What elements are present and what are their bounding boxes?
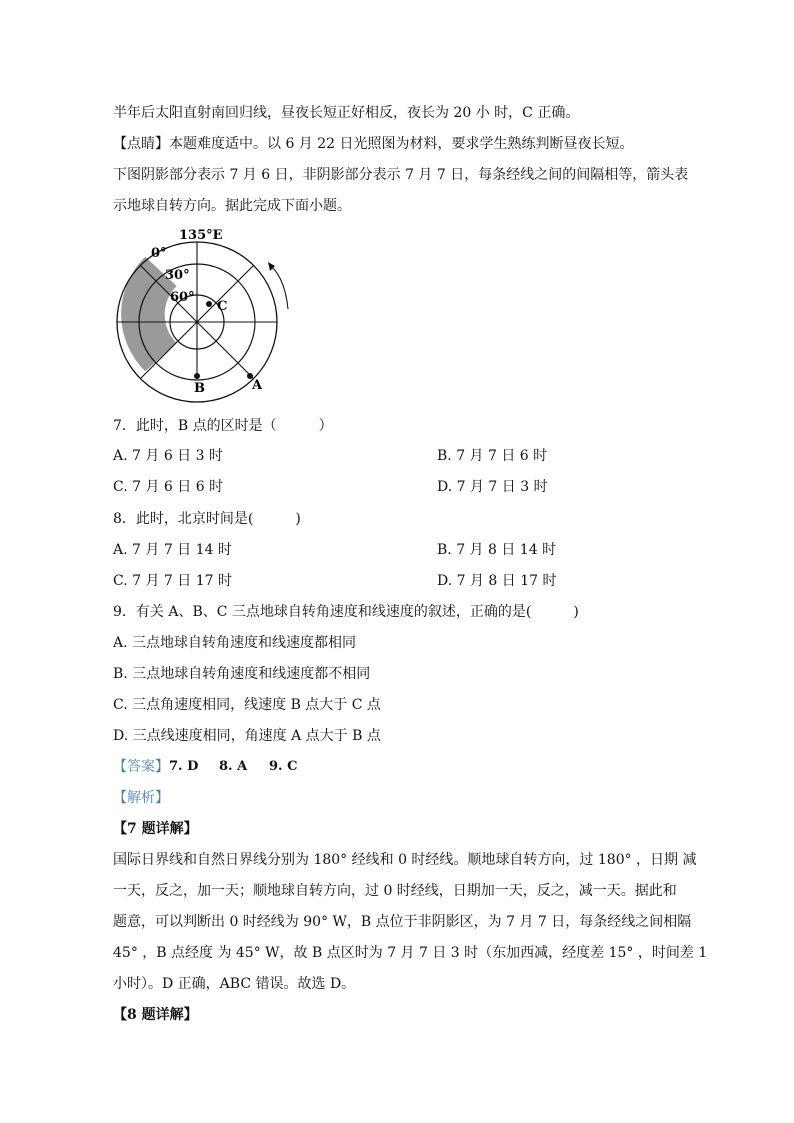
- point-b-label: B: [194, 381, 205, 396]
- analysis-tag: 【解析】: [113, 790, 169, 806]
- answer-tag: 【答案】: [113, 759, 169, 775]
- point-a-label: A: [252, 378, 263, 393]
- text-line: 下图阴影部分表示 7 月 6 日，非阴影部分表示 7 月 7 日，每条经线之间的间隔相等，箭头表: [113, 167, 689, 183]
- answer-8: 8. A: [219, 759, 248, 774]
- answer-9: 9. C: [269, 759, 298, 774]
- point-c-label: C: [217, 299, 228, 314]
- q7-option-d: D. 7 月 7 日 3 时: [437, 479, 548, 495]
- lat30-label: 30°: [165, 268, 190, 283]
- q9-option-c: C. 三点角速度相同，线速度 B 点大于 C 点: [113, 697, 381, 713]
- lat60-label: 60°: [170, 290, 195, 305]
- q9-option-b: B. 三点地球自转角速度和线速度都不相同: [113, 666, 371, 682]
- text-line: 示地球自转方向。据此完成下面小题。: [113, 198, 351, 214]
- lat0-label: 0°: [151, 246, 167, 261]
- q8-option-c: C. 7 月 7 日 17 时: [113, 573, 232, 589]
- point-c-dot: [206, 301, 212, 307]
- q8-option-b: B. 7 月 8 日 14 时: [437, 542, 557, 558]
- q9-option-d: D. 三点线速度相同，角速度 A 点大于 B 点: [113, 728, 381, 744]
- q7-option-b: B. 7 月 7 日 6 时: [437, 448, 548, 464]
- answer-7: 7. D: [169, 759, 199, 774]
- text-line: 半年后太阳直射南回归线，昼夜长短正好相反，夜长为 20 小 时，C 正确。: [113, 105, 580, 121]
- detail-7-tag: 【7 题详解】: [113, 821, 198, 837]
- q9-option-a: A. 三点地球自转角速度和线速度都相同: [113, 635, 357, 651]
- question-7-stem: 7．此时，B 点的区时是（ ）: [113, 418, 333, 434]
- tip-text: 本题难度适中。以 6 月 22 日光照图为材料，要求学生熟练判断昼夜长短。: [169, 136, 634, 152]
- point-b-dot: [194, 373, 200, 379]
- rotation-arrow: [271, 266, 288, 309]
- q8-option-d: D. 7 月 8 日 17 时: [437, 573, 557, 589]
- detail-7-line: 小时）。D 正确，ABC 错误。故选 D。: [113, 976, 356, 992]
- detail-7-line: 国际日界线和自然日界线分别为 180° 经线和 0 时经线。顺地球自转方向，过 180° ，日期 减: [113, 852, 697, 868]
- question-9-stem: 9．有关 A、B、C 三点地球自转角速度和线速度的叙述，正确的是( ): [113, 604, 579, 620]
- q7-option-c: C. 7 月 6 日 6 时: [113, 479, 224, 495]
- tip-tag: 【点睛】: [113, 136, 169, 152]
- q7-option-a: A. 7 月 6 日 3 时: [113, 448, 223, 464]
- detail-7-line: 一天，反之，加一天；顺地球自转方向，过 0 时经线，日期加一天，反之，减一天。据此和: [113, 883, 677, 899]
- polar-illumination-diagram: [113, 224, 293, 404]
- tip-line: [113, 134, 634, 154]
- detail-7-line: 45° ，B 点经度 为 45° W，故 B 点区时为 7 月 7 日 3 时（东加西减，经度差 15° ，时间差 1: [113, 945, 708, 961]
- detail-8-tag: 【8 题详解】: [113, 1007, 198, 1023]
- detail-7-line: 题意，可以判断出 0 时经线为 90° W，B 点位于非阴影区，为 7 月 7 日，每条经线之间相隔: [113, 914, 692, 930]
- q8-option-a: A. 7 月 7 日 14 时: [113, 542, 232, 558]
- lon-135e-label: 135°E: [179, 228, 223, 243]
- question-8-stem: 8．此时，北京时间是( ): [113, 511, 301, 527]
